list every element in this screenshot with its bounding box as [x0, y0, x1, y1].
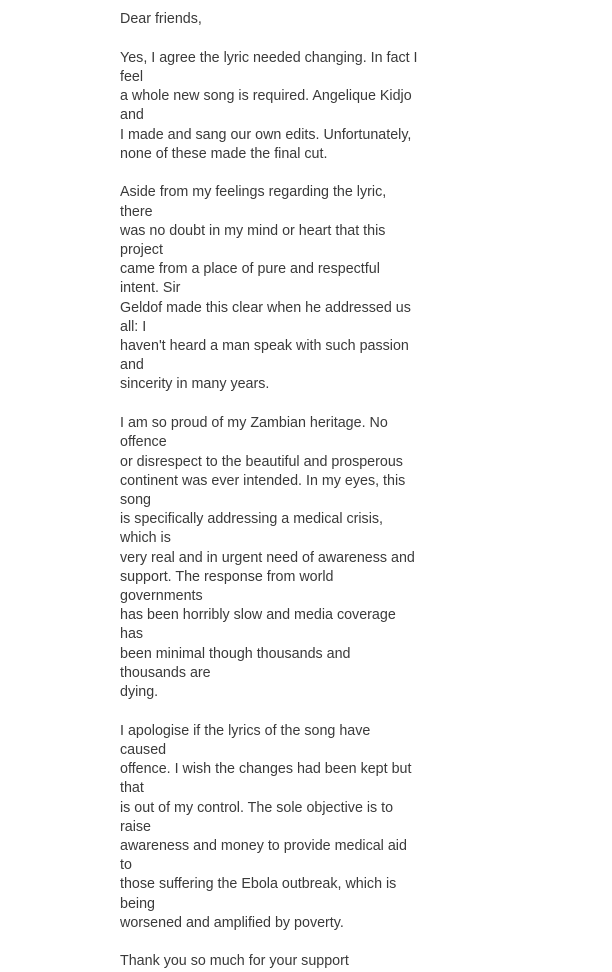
letter-greeting: Dear friends, [120, 11, 202, 27]
letter-paragraph-4: I apologise if the lyrics of the song have caused offence. I wish the changes had been kept but that is out of my control. The sole objective is to raise awareness and money to provide medical aid to those suffering the Ebola outbreak, which is being worsened and amplified by poverty. [120, 722, 412, 931]
letter-closing: Thank you so much for your support [120, 953, 349, 970]
letter-paragraph-2: Aside from my feelings regarding the lyric, there was no doubt in my mind or heart that this project came from a place of pure and respectful intent. Sir Geldof made this clear when he addressed us all: I haven't heard a man speak with such passion and sincerity in many years. [120, 184, 411, 393]
letter-body [120, 10, 420, 972]
letter-paragraph-3: I am so proud of my Zambian heritage. No offence or disrespect to the beautiful and prosperous continent was ever intended. In my eyes, this song is specifically addressing a medical crisis, which is very real and in urgent need of awareness and support. The response from world governments has been horribly slow and media coverage has been minimal though thousands and thousands are dying. [120, 415, 415, 700]
letter-paragraph-1: Yes, I agree the lyric needed changing. In fact I feel a whole new song is required. Angelique Kidjo and I made and sang our own edits. Unfortunately, none of these made the final cut. [120, 49, 418, 162]
